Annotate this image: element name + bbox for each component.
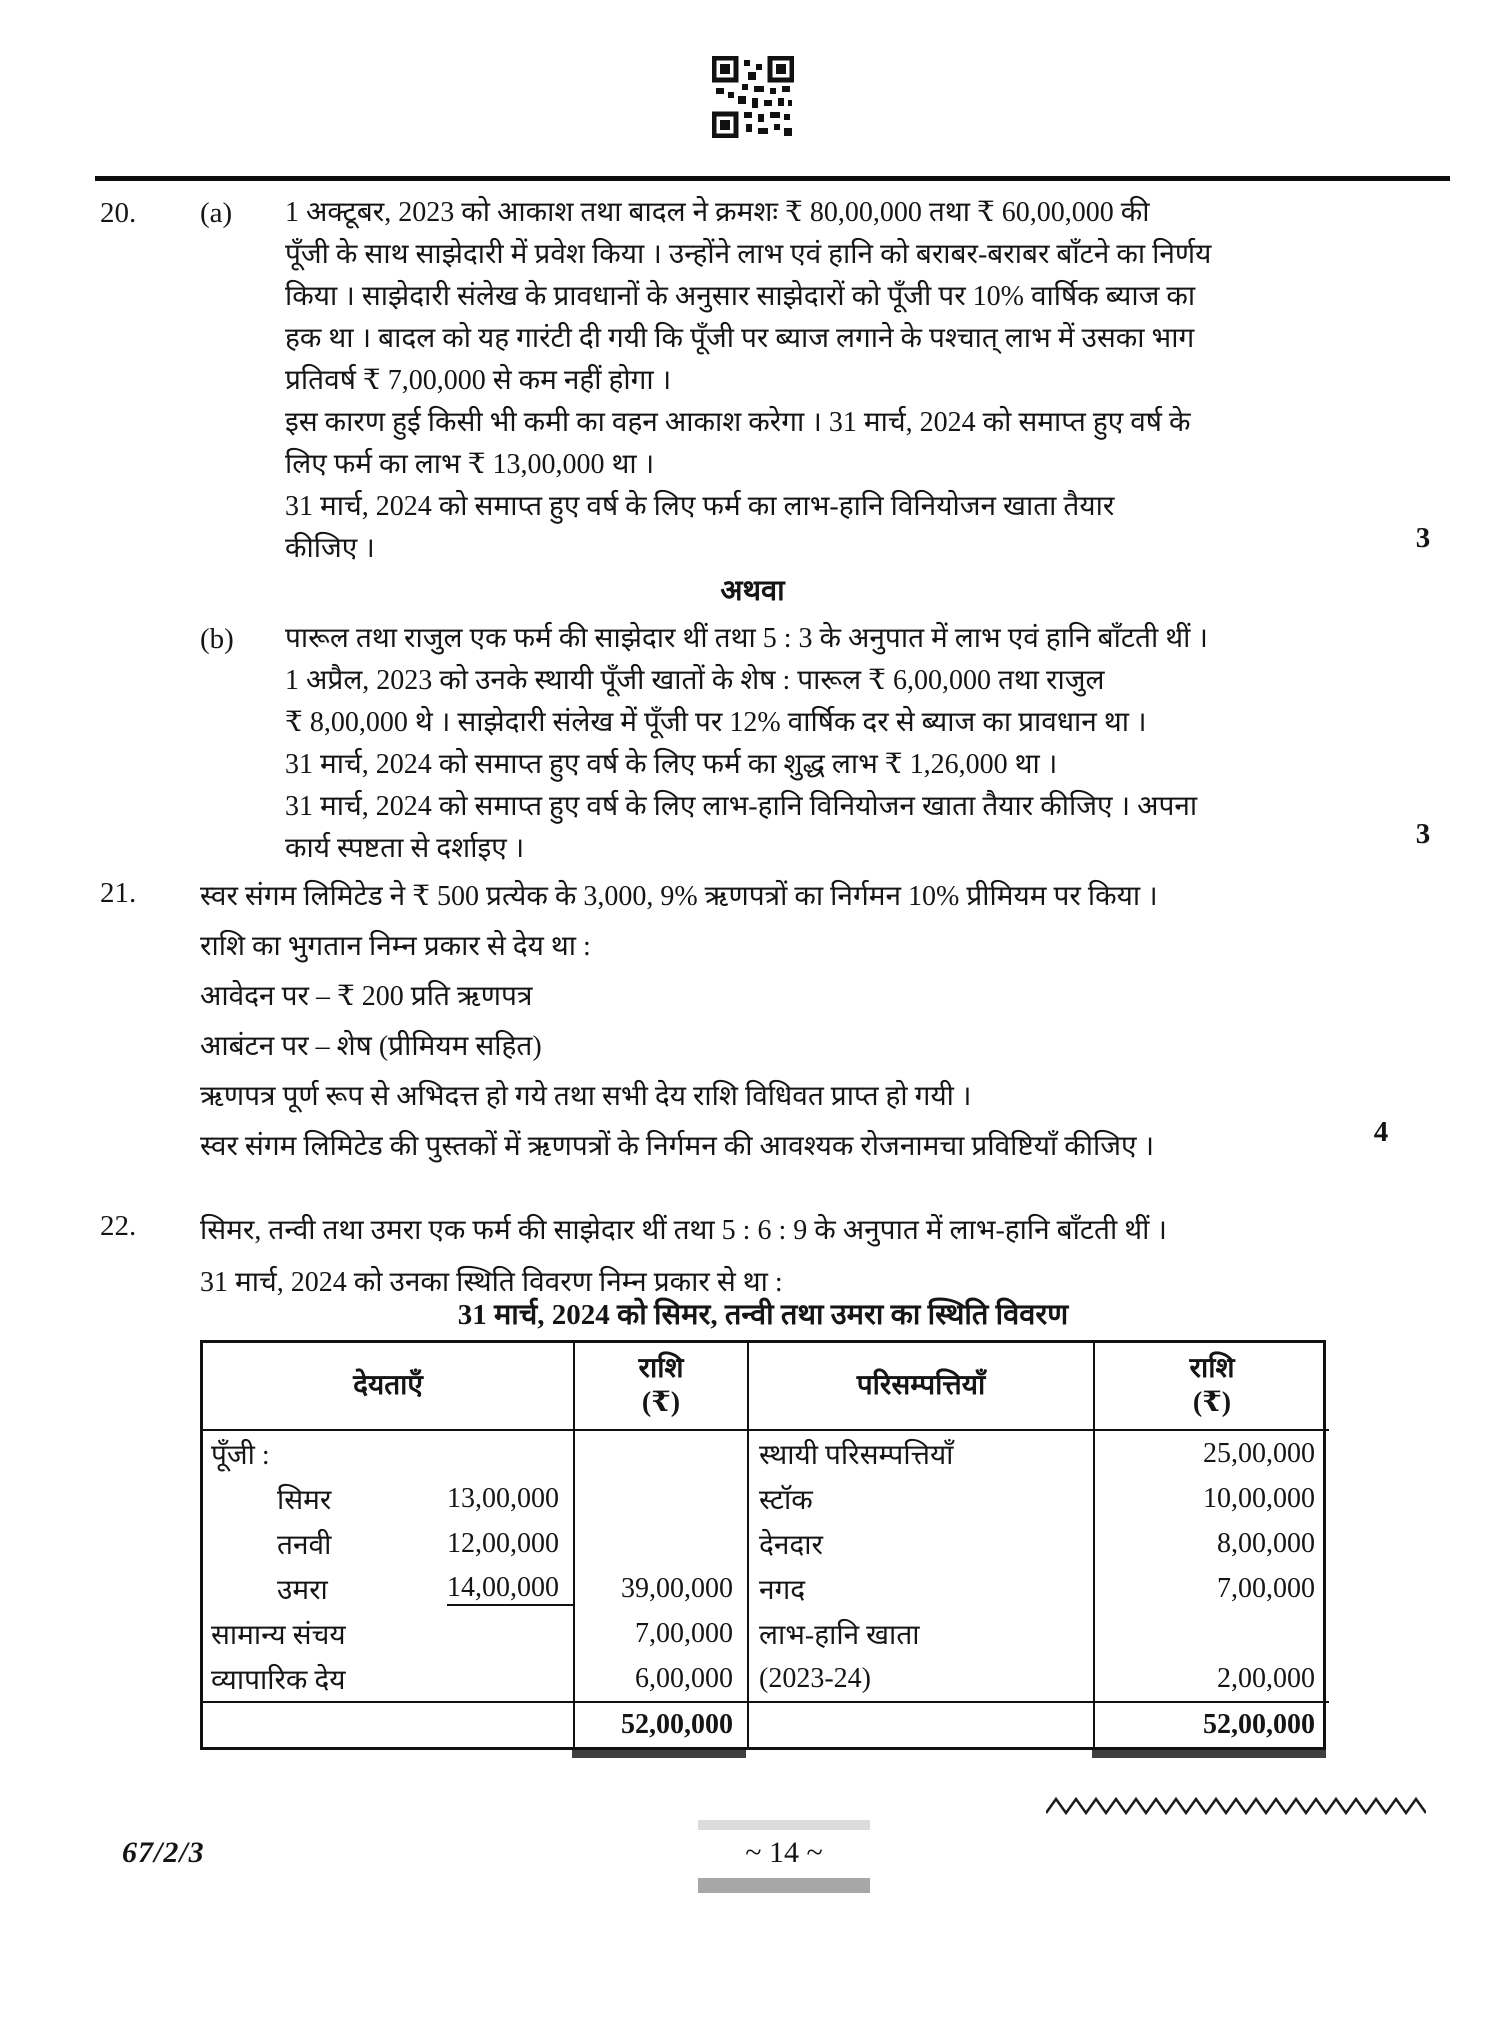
balance-sheet-table (200, 1340, 1326, 1750)
amount-symbol: (₹) (1192, 1387, 1232, 1418)
page-number: ~ 14 ~ (745, 1836, 823, 1869)
liability-label: उमरा (277, 1574, 328, 1606)
table-row-liability (203, 1656, 575, 1701)
table-row-liability (203, 1521, 575, 1566)
liability-label: तनवी (277, 1529, 332, 1561)
amount-left-cell (575, 1431, 749, 1476)
amount-right-cell: 25,00,000 (1203, 1437, 1315, 1469)
question-20b-text (285, 618, 1445, 870)
text-line: 31 मार्च, 2024 को समाप्त हुए वर्ष के लिए फर्म का लाभ-हानि विनियोजन खाता तैयार (285, 491, 1115, 522)
liability-label: सिमर (277, 1484, 332, 1516)
col-header-amount-left (575, 1343, 749, 1431)
text-line: कीजिए । (285, 533, 375, 564)
zigzag-scribble (1046, 1794, 1426, 1818)
amount-left-cell: 7,00,000 (575, 1611, 749, 1656)
text-line: 31 मार्च, 2024 को उनका स्थिति विवरण निम्न प्रकार से था : (200, 1267, 783, 1298)
table-row-liability (203, 1566, 575, 1611)
question-number: 22. (100, 1210, 137, 1242)
text-line: कार्य स्पष्टता से दर्शाइए । (285, 833, 525, 864)
totals-spacer (203, 1701, 575, 1747)
page-number-bar-bottom (698, 1878, 870, 1893)
text-line: 1 अक्टूबर, 2023 को आकाश तथा बादल ने क्रमशः ₹ 80,00,000 तथा ₹ 60,00,000 की (285, 197, 1150, 228)
amount-right-cell: 10,00,000 (1203, 1482, 1315, 1514)
text-line: आबंटन पर – शेष (प्रीमियम सहित) (200, 1031, 542, 1062)
text-line: ₹ 8,00,000 थे । साझेदारी संलेख में पूँजी पर 12% वार्षिक दर से ब्याज का प्रावधान था । (285, 707, 1147, 738)
asset-label: लाभ-हानि खाता (749, 1611, 1095, 1656)
amount-right-cell: 2,00,000 (1217, 1662, 1315, 1694)
amount-right-cell (1095, 1611, 1329, 1656)
text-line: सिमर, तन्वी तथा उमरा एक फर्म की साझेदार थीं तथा 5 : 6 : 9 के अनुपात में लाभ-हानि बाँटती थीं । (200, 1215, 1168, 1246)
text-line: इस कारण हुई किसी भी कमी का वहन आकाश करेगा । 31 मार्च, 2024 को समाप्त हुए वर्ष के (285, 407, 1191, 438)
text-line: स्वर संगम लिमिटेड की पुस्तकों में ऋणपत्रों के निर्गमन की आवश्यक रोजनामचा प्रविष्टियाँ कीजिए । (200, 1131, 1155, 1162)
part-label-a: (a) (200, 197, 233, 229)
question-20a-text (285, 192, 1445, 570)
liability-label: पूँजी : (211, 1439, 270, 1471)
text-line: किया । साझेदारी संलेख के प्रावधानों के अनुसार साझेदारों को पूँजी पर 10% वार्षिक ब्याज का (285, 281, 1196, 312)
header-rule (95, 176, 1450, 181)
liability-inner-amount: 13,00,000 (447, 1482, 559, 1514)
double-rule-left (572, 1750, 746, 1758)
asset-label: स्टॉक (749, 1476, 1095, 1521)
page-number-bar-top (698, 1820, 870, 1830)
amount-left-cell: 39,00,000 (575, 1566, 749, 1611)
amount-word: राशि (638, 1353, 684, 1384)
col-header-amount-right (1095, 1343, 1329, 1431)
paper-code: 67/2/3 (122, 1836, 205, 1869)
marks-badge-q20a: 3 (1415, 522, 1431, 554)
liability-label: सामान्य संचय (211, 1619, 346, 1651)
text-line: हक था । बादल को यह गारंटी दी गयी कि पूँजी पर ब्याज लगाने के पश्चात् लाभ में उसका भाग (285, 323, 1195, 354)
part-label-b: (b) (200, 623, 234, 655)
table-row-liability (203, 1476, 575, 1521)
text-line: 31 मार्च, 2024 को समाप्त हुए वर्ष के लिए फर्म का शुद्ध लाभ ₹ 1,26,000 था । (285, 749, 1058, 780)
amount-left-cell (575, 1521, 749, 1566)
text-line: प्रतिवर्ष ₹ 7,00,000 से कम नहीं होगा । (285, 365, 672, 396)
question-20b (100, 618, 1445, 870)
question-number: 20. (100, 197, 137, 229)
or-divider: अथवा (720, 575, 785, 607)
marks-badge-q21: 4 (1373, 1116, 1389, 1148)
text-line: ऋणपत्र पूर्ण रूप से अभिदत्त हो गये तथा सभी देय राशि विधिवत प्राप्त हो गयी । (200, 1081, 972, 1112)
text-line: आवेदन पर – ₹ 200 प्रति ऋणपत्र (200, 981, 533, 1012)
col-header-liabilities: देयताएँ (203, 1343, 575, 1431)
amount-word: राशि (1189, 1353, 1235, 1384)
liability-inner-amount-underlined: 14,00,000 (447, 1572, 573, 1606)
double-rule-right (1092, 1750, 1326, 1758)
table-row-liability (203, 1431, 575, 1476)
text-line: 1 अप्रैल, 2023 को उनके स्थायी पूँजी खातों के शेष : पारूल ₹ 6,00,000 तथा राजुल (285, 665, 1105, 696)
asset-label: स्थायी परिसम्पत्तियाँ (749, 1431, 1095, 1476)
question-20a (100, 192, 1445, 570)
amount-left-cell (575, 1476, 749, 1521)
total-right: 52,00,000 (1095, 1701, 1329, 1747)
text-line: 31 मार्च, 2024 को समाप्त हुए वर्ष के लिए लाभ-हानि विनियोजन खाता तैयार कीजिए । अपना (285, 791, 1198, 822)
amount-symbol: (₹) (641, 1387, 681, 1418)
question-number: 21. (100, 877, 137, 909)
total-left: 52,00,000 (575, 1701, 749, 1747)
col-header-assets: परिसम्पत्तियाँ (749, 1343, 1095, 1431)
table-row-liability (203, 1611, 575, 1656)
text-line: स्वर संगम लिमिटेड ने ₹ 500 प्रत्येक के 3,000, 9% ऋणपत्रों का निर्गमन 10% प्रीमियम पर किया । (200, 881, 1158, 912)
text-line: पूँजी के साथ साझेदारी में प्रवेश किया । उन्होंने लाभ एवं हानि को बराबर-बराबर बाँटने का निर्णय (285, 239, 1212, 270)
amount-right-cell: 8,00,000 (1217, 1527, 1315, 1559)
liability-inner-amount: 12,00,000 (447, 1527, 559, 1559)
amount-right-cell: 7,00,000 (1217, 1572, 1315, 1604)
text-line: पारूल तथा राजुल एक फर्म की साझेदार थीं तथा 5 : 3 के अनुपात में लाभ एवं हानि बाँटती थीं । (285, 623, 1208, 654)
marks-badge-q20b: 3 (1415, 818, 1431, 850)
balance-sheet-title: 31 मार्च, 2024 को सिमर, तन्वी तथा उमरा का स्थिति विवरण (457, 1299, 1069, 1331)
asset-label: देनदार (749, 1521, 1095, 1566)
text-line: लिए फर्म का लाभ ₹ 13,00,000 था । (285, 449, 655, 480)
qr-code-icon (712, 56, 794, 138)
question-21-text (200, 872, 1445, 1172)
question-21 (100, 872, 1445, 1172)
liability-label: व्यापारिक देय (211, 1664, 346, 1696)
asset-label: (2023-24) (749, 1656, 1095, 1701)
totals-spacer (749, 1701, 1095, 1747)
amount-left-cell: 6,00,000 (575, 1656, 749, 1701)
text-line: राशि का भुगतान निम्न प्रकार से देय था : (200, 931, 591, 962)
asset-label: नगद (749, 1566, 1095, 1611)
